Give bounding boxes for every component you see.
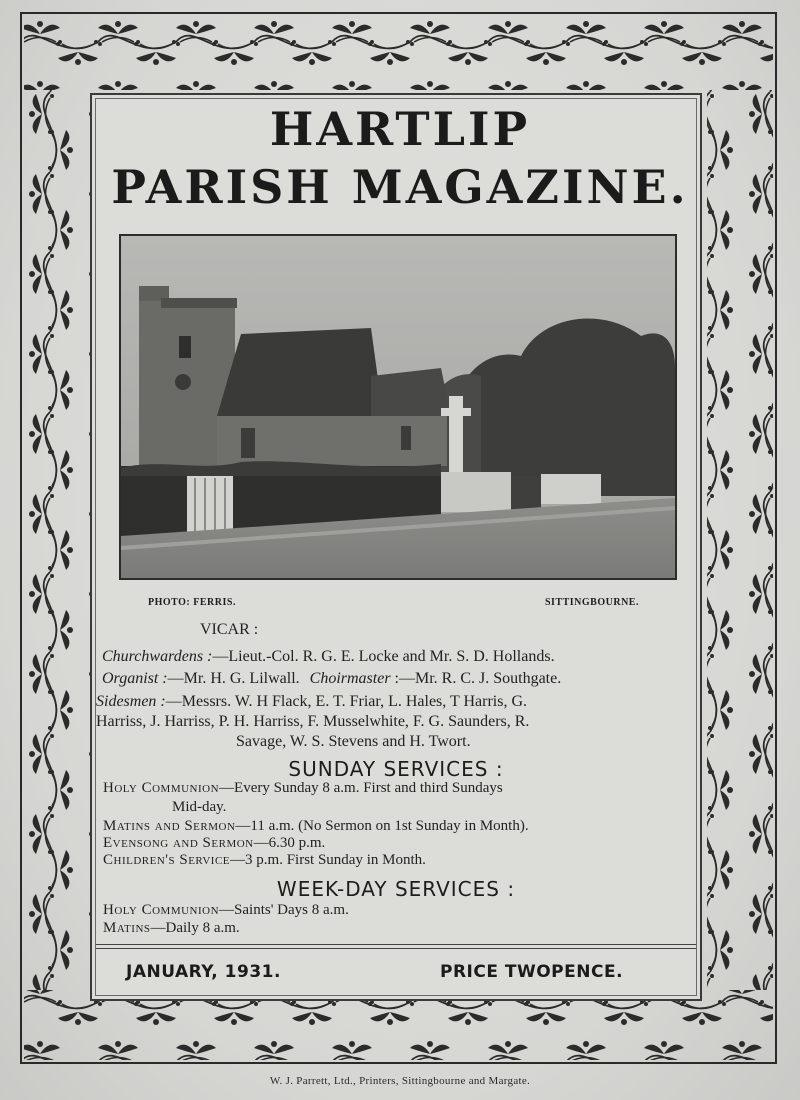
service-name: Evensong and Sermon	[103, 835, 254, 851]
printer-imprint: W. J. Parrett, Ltd., Printers, Sittingbourne and Margate.	[269, 1075, 531, 1087]
divider-rule	[96, 948, 696, 949]
issue-price: PRICE TWOPENCE.	[440, 962, 624, 982]
divider-rule	[96, 944, 696, 945]
service-name: Children's Service	[103, 852, 231, 868]
sunday-service-row	[103, 780, 503, 797]
sidesmen-line1	[96, 693, 527, 711]
choirmaster-name: :—Mr. R. C. J. Southgate.	[394, 670, 562, 687]
service-detail: —Every Sunday 8 a.m. First and third Sundays	[219, 780, 503, 796]
masthead-title-line1: HARTLIP	[269, 102, 531, 156]
sunday-service-row	[103, 835, 325, 852]
service-name: Holy Communion	[103, 780, 220, 796]
sunday-service-row	[103, 852, 426, 869]
churchwardens-line	[102, 648, 555, 666]
choirmaster-label: Choirmaster	[309, 670, 391, 687]
service-name: Matins	[103, 920, 151, 936]
organist-name: —Mr. H. G. Lilwall.	[167, 670, 300, 687]
masthead-title-line2: PARISH MAGAZINE.	[111, 160, 689, 214]
service-detail: Mid-day.	[172, 799, 227, 815]
photo-credit-photographer: PHOTO: FERRIS.	[148, 597, 236, 608]
weekday-service-row	[103, 902, 349, 919]
sidesmen-names-1: —Messrs. W. H Flack, E. T. Friar, L. Hales, T Harris, G.	[165, 693, 528, 710]
issue-date: JANUARY, 1931.	[126, 962, 281, 982]
churchwardens-names: —Lieut.-Col. R. G. E. Locke and Mr. S. D. Hollands.	[212, 648, 555, 665]
weekday-service-row	[103, 920, 240, 937]
service-name: Matins and Sermon	[103, 818, 236, 834]
church-photograph	[119, 234, 677, 580]
service-detail: —3 p.m. First Sunday in Month.	[230, 852, 426, 868]
service-detail: —11 a.m. (No Sermon on 1st Sunday in Month).	[235, 818, 529, 834]
sunday-service-row	[172, 799, 226, 816]
sunday-service-row	[103, 818, 529, 835]
sidesmen-names-2: Harriss, J. Harriss, P. H. Harriss, F. Musselwhite, F. G. Saunders, R.	[96, 713, 530, 730]
sunday-services-heading: SUNDAY SERVICES :	[288, 757, 504, 781]
organist-label: Organist :	[102, 670, 168, 687]
weekday-services-heading: WEEK-DAY SERVICES :	[276, 877, 516, 901]
sidesmen-label: Sidesmen :	[96, 693, 166, 710]
service-name: Holy Communion	[103, 902, 220, 918]
vicar-label: VICAR :	[200, 621, 259, 638]
sidesmen-names-3: Savage, W. S. Stevens and H. Twort.	[236, 733, 471, 750]
service-detail: —Daily 8 a.m.	[150, 920, 240, 936]
service-detail: —Saints' Days 8 a.m.	[219, 902, 349, 918]
service-detail: —6.30 p.m.	[253, 835, 326, 851]
organist-line	[102, 670, 561, 688]
photo-credit-location: SITTINGBOURNE.	[545, 597, 639, 608]
churchwardens-label: Churchwardens :	[102, 648, 213, 665]
